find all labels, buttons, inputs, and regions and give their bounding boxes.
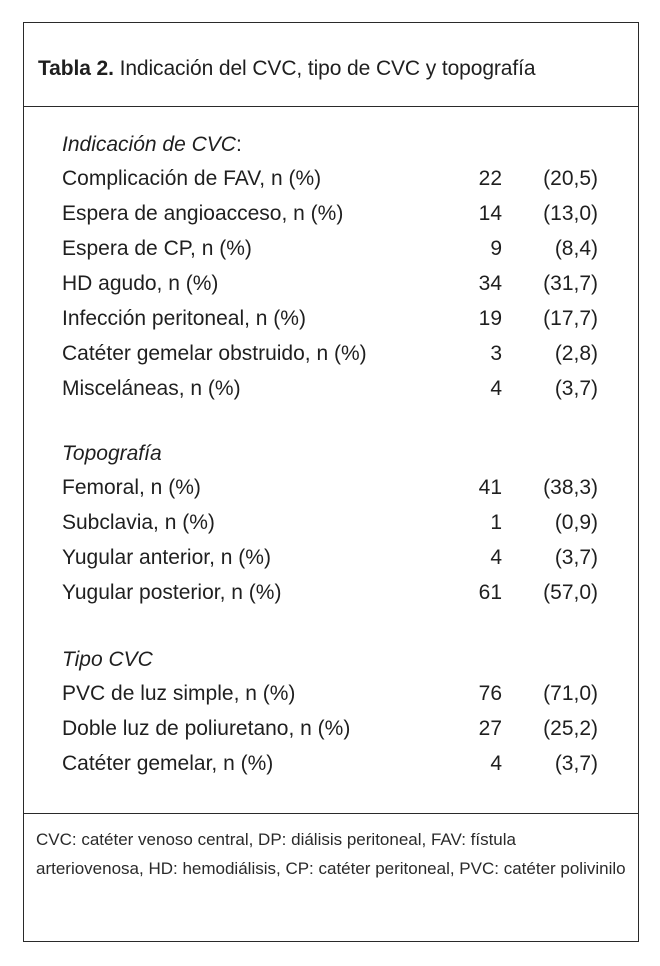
table-row [62, 272, 598, 302]
table-title [38, 57, 535, 81]
footer-divider [24, 813, 638, 814]
table-row [62, 167, 598, 197]
row-percent: (20,5) [543, 167, 598, 190]
row-count: 76 [478, 682, 502, 705]
table-body [24, 107, 638, 813]
row-label: Misceláneas, n (%) [62, 377, 241, 400]
table-row [62, 682, 598, 712]
row-count: 4 [490, 377, 502, 400]
table-frame [23, 22, 639, 942]
row-label: Espera de angioacceso, n (%) [62, 202, 344, 225]
section-heading-tipo-cvc: Tipo CVC [62, 648, 153, 671]
row-label: Doble luz de poliuretano, n (%) [62, 717, 351, 740]
row-percent: (2,8) [554, 342, 598, 365]
row-percent: (31,7) [543, 272, 598, 295]
row-count: 9 [490, 237, 502, 260]
row-percent: (3,7) [554, 377, 598, 400]
row-count: 19 [478, 307, 502, 330]
row-percent: (25,2) [543, 717, 598, 740]
row-count: 1 [490, 511, 502, 534]
row-count: 3 [490, 342, 502, 365]
row-count: 4 [490, 752, 502, 775]
row-percent: (17,7) [543, 307, 598, 330]
row-percent: (57,0) [543, 581, 598, 604]
section-heading-indicacion: Indicación de CVC: [62, 133, 242, 156]
row-percent: (71,0) [543, 682, 598, 705]
row-label: Espera de CP, n (%) [62, 237, 252, 260]
row-label: Catéter gemelar, n (%) [62, 752, 274, 775]
row-percent: (13,0) [543, 202, 598, 225]
row-count: 41 [478, 476, 502, 499]
section-heading-topografia: Topografía [62, 442, 162, 465]
row-count: 4 [490, 546, 502, 569]
table-caption: Indicación del CVC, tipo de CVC y topografía [119, 57, 536, 80]
row-label: Yugular anterior, n (%) [62, 546, 271, 569]
row-count: 61 [478, 581, 502, 604]
row-percent: (3,7) [554, 752, 598, 775]
table-row [62, 717, 598, 747]
row-label: PVC de luz simple, n (%) [62, 682, 296, 705]
row-label: Infección peritoneal, n (%) [62, 307, 306, 330]
table-row [62, 237, 598, 267]
table-row [62, 342, 598, 372]
row-percent: (3,7) [554, 546, 598, 569]
row-label: Complicación de FAV, n (%) [62, 167, 322, 190]
table-row [62, 476, 598, 506]
table-title-bar [24, 23, 638, 107]
row-count: 22 [478, 167, 502, 190]
row-percent: (0,9) [554, 511, 598, 534]
table-row [62, 307, 598, 337]
table-number: Tabla 2. [38, 57, 114, 80]
table-footnote: CVC: catéter venoso central, DP: diálisis peritoneal, FAV: fístula arteriovenosa, HD: hemodiálisis, CP: catéter peritoneal, PVC: catéter polivinilo [36, 830, 626, 878]
row-label: Yugular posterior, n (%) [62, 581, 282, 604]
table-row [62, 546, 598, 576]
row-count: 14 [478, 202, 502, 225]
row-percent: (8,4) [554, 237, 598, 260]
table-row [62, 581, 598, 611]
table-row [62, 202, 598, 232]
row-label: Subclavia, n (%) [62, 511, 215, 534]
row-label: HD agudo, n (%) [62, 272, 219, 295]
table-row [62, 377, 598, 407]
row-count: 34 [478, 272, 502, 295]
row-percent: (38,3) [543, 476, 598, 499]
row-count: 27 [478, 717, 502, 740]
row-label: Femoral, n (%) [62, 476, 201, 499]
table-row [62, 511, 598, 541]
row-label: Catéter gemelar obstruido, n (%) [62, 342, 367, 365]
table-row [62, 752, 598, 782]
